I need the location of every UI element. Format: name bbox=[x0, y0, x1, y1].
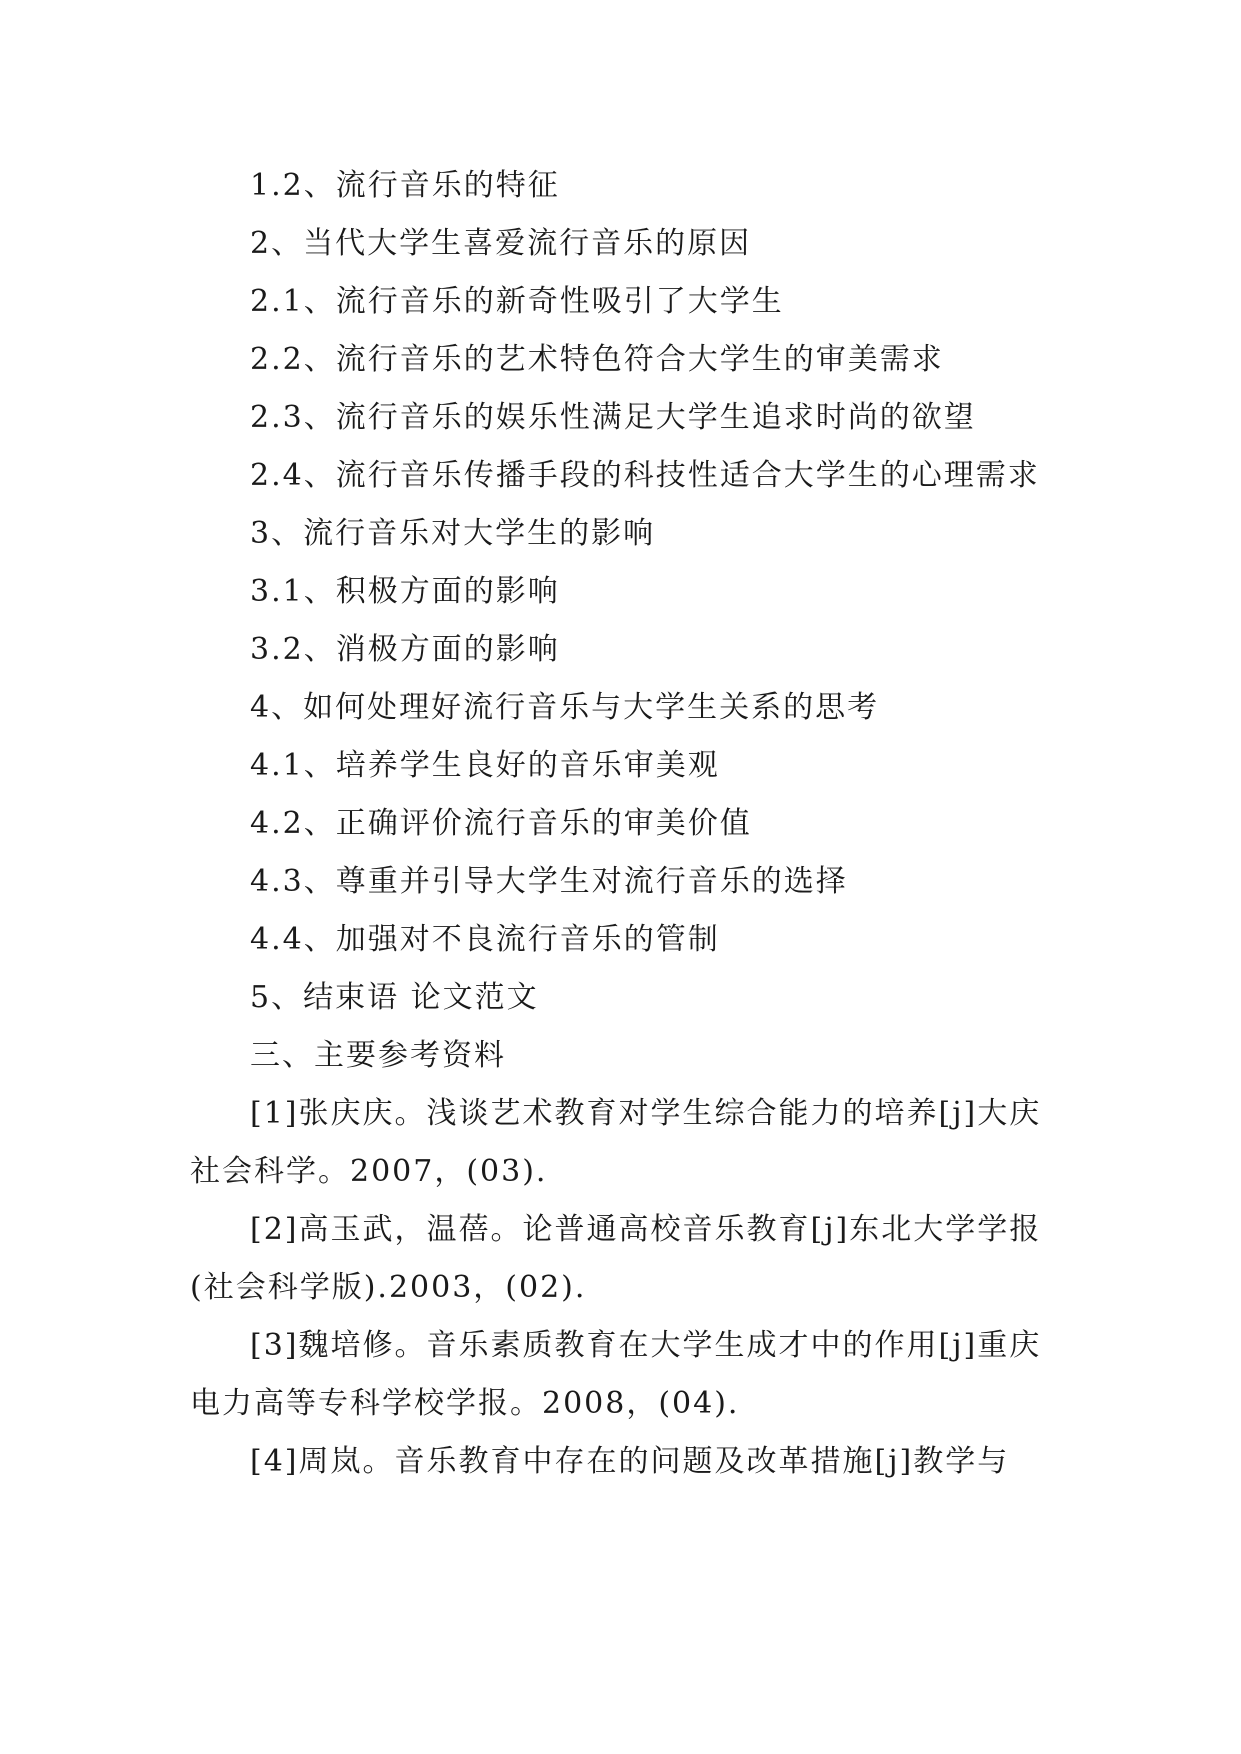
outline-item: 3.1、积极方面的影响 bbox=[250, 574, 560, 609]
reference-item: [2]高玉武，温蓓。论普通高校音乐教育[j]东北大学学报(社会科学版).2003，(02). bbox=[190, 1212, 1042, 1305]
outline-item: 4、如何处理好流行音乐与大学生关系的思考 bbox=[250, 690, 880, 725]
reference-item: [4]周岚。音乐教育中存在的问题及改革措施[j]教学与 bbox=[250, 1444, 1010, 1479]
outline-item: 4.2、正确评价流行音乐的审美价值 bbox=[250, 806, 752, 841]
outline-item: 4.3、尊重并引导大学生对流行音乐的选择 bbox=[250, 864, 848, 899]
document-body bbox=[190, 157, 1052, 1491]
reference-item: [3]魏培修。音乐素质教育在大学生成才中的作用[j]重庆电力高等专科学校学报。2008，(04). bbox=[190, 1328, 1042, 1421]
outline-item: 4.4、加强对不良流行音乐的管制 bbox=[250, 922, 720, 957]
outline-item: 2.2、流行音乐的艺术特色符合大学生的审美需求 bbox=[250, 342, 944, 377]
outline-item: 3、流行音乐对大学生的影响 bbox=[250, 516, 656, 551]
reference-item: [1]张庆庆。浅谈艺术教育对学生综合能力的培养[j]大庆社会科学。2007，(03). bbox=[190, 1096, 1042, 1189]
outline-item: 4.1、培养学生良好的音乐审美观 bbox=[250, 748, 720, 783]
outline-item: 3.2、消极方面的影响 bbox=[250, 632, 560, 667]
section-heading-references: 三、主要参考资料 bbox=[250, 1038, 506, 1073]
outline-item: 1.2、流行音乐的特征 bbox=[250, 168, 560, 203]
outline-item: 5、结束语 论文范文 bbox=[250, 980, 539, 1015]
outline-item: 2.4、流行音乐传播手段的科技性适合大学生的心理需求 bbox=[250, 458, 1040, 493]
outline-item: 2.3、流行音乐的娱乐性满足大学生追求时尚的欲望 bbox=[250, 400, 976, 435]
outline-item: 2、当代大学生喜爱流行音乐的原因 bbox=[250, 226, 752, 261]
outline-item: 2.1、流行音乐的新奇性吸引了大学生 bbox=[250, 284, 784, 319]
